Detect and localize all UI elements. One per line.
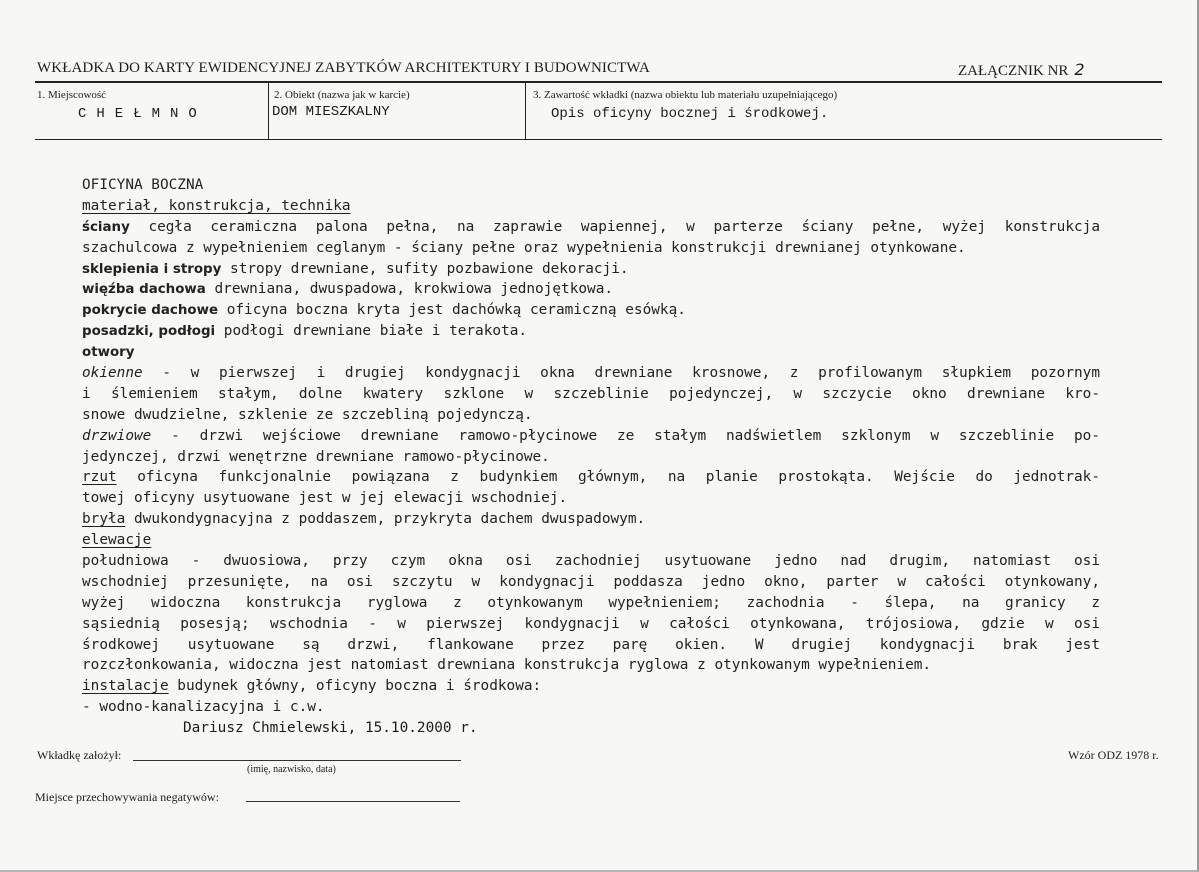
plan-text-1: oficyna funkcjonalnie powiązana z budynkiem głównym, na planie prostokąta. Wejście do jednotrak- [116,469,1100,486]
field-divider-2 [525,83,526,140]
mass-text: dwukondygnacyjna z poddaszem, przykryta dachem dwuspadowym. [125,511,646,528]
openings-label: otwory [82,345,135,361]
field-divider-1 [268,83,269,140]
vaults-text: stropy drewniane, sufity pozbawione dekoracji. [221,260,629,277]
roofing-label: pokrycie dachowe [82,303,219,319]
negatives-location-line [246,801,460,802]
form-template-label: Wzór ODZ 1978 r. [1068,748,1159,762]
elevations-text-2: wschodniej przesunięte, na osi szczytu w kondygnacji poddasza jedno okno, parter w całości otynkowany, [82,573,1100,590]
created-by-line [133,760,461,761]
locality-label: 1. Miejscowość [37,89,107,101]
created-by-label: Wkładkę założył: [37,748,122,762]
floors-text: podłogi drewniane białe i terakota. [215,323,528,340]
truss-label: więźba dachowa [82,282,206,298]
vaults-label: sklepienia i stropy [82,261,222,277]
annex-label: ZAŁĄCZNIK NR [958,63,1069,79]
section-title: OFICYNA BOCZNA [82,177,204,193]
truss-text: drewniana, dwuspadowa, krokwiowa jednojętkowa. [205,281,614,298]
materials-heading: materiał, konstrukcja, technika [82,197,351,214]
elevations-text-3: wyżej widoczna konstrukcja ryglowa z otynkowanym wypełnieniem; zachodnia - ślepa, na granicy z [82,594,1100,611]
content-value: Opis oficyny bocznej i środkowej. [551,106,829,122]
windows-label: okienne [82,365,143,382]
elevations-text-5: środkowej usytuowane są drzwi, flankowane przez parę okien. W drugiej kondygnacji brak jest [82,636,1100,653]
windows-paragraph-line1 [82,363,1100,384]
elevations-text-4: sąsiednią posesją; wschodnia - w pierwszej kondygnacji w całości otynkowana, trójosiowa, gdzie w osi [82,615,1100,632]
form-title: WKŁADKA DO KARTY EWIDENCYJNEJ ZABYTKÓW ARCHITEKTURY I BUDOWNICTWA [37,60,650,76]
mass-label: bryła [82,511,126,528]
annex-handwritten-number: 2 [1074,60,1085,79]
roofing-text: oficyna boczna kryta jest dachówką ceramiczną esówką. [218,302,686,319]
header-rule-top [35,81,1162,83]
walls-text-1: cegła ceramiczna palona pełna, na zaprawie wapiennej, w parterze ściany pełne, wyżej konstrukcja [129,218,1100,235]
plan-paragraph-line1 [82,467,1100,488]
installations-text: budynek główny, oficyny boczna i środkowa: [168,678,542,695]
floors-label: posadzki, podłogi [82,324,216,340]
annex-number [958,60,1085,80]
walls-text-2: szachulcowa z wypełnieniem ceglanym - ściany pełne oraz wypełnienia konstrukcji drewnianej otynkowane. [82,239,966,256]
created-by-caption: (imię, nazwisko, data) [247,764,336,775]
walls-paragraph-line1 [82,217,1100,238]
doors-label: drzwiowe [82,427,152,444]
elevations-heading: elewacje [82,532,152,549]
doors-paragraph-line1 [82,426,1100,447]
doors-text-1: - drzwi wejściowe drewniane ramowo-płycinowe ze stałym nadświetlem szklonym w szczeblinie po- [151,427,1100,444]
windows-text-1: - w pierwszej i drugiej kondygnacji okna drewniane krosnowe, z profilowanym słupkiem pozornym [142,365,1100,382]
object-label: 2. Obiekt (nazwa jak w karcie) [274,89,410,101]
plan-text-2: towej oficyny usytuowane jest w jej elewacji wschodniej. [82,490,568,507]
description-body [82,175,1100,718]
content-label: 3. Zawartość wkładki (nazwa obiektu lub materiału uzupełniającego) [533,89,838,101]
doors-text-2: jedynczej, drzwi wenętrzne drewniane ramowo-płycinowe. [82,448,550,465]
author-signature: Dariusz Chmielewski, 15.10.2000 r. [183,720,478,736]
negatives-location-label: Miejsce przechowywania negatywów: [35,790,219,804]
windows-text-2: i ślemieniem stałym, dolne kwatery szklone w szczeblinie pojedynczej, w szczycie okno drewniane kro- [82,385,1100,402]
windows-text-3: snowe dwudzielne, szklenie ze szczebliną pojedynczą. [82,406,533,423]
elevations-text-6: rozczłonkowania, widoczna jest natomiast drewniana konstrukcja ryglowa z otynkowanym wypełnieniem. [82,657,932,674]
header-rule-bottom [35,139,1162,140]
plan-label: rzut [82,469,117,486]
object-value: DOM MIESZKALNY [272,104,390,120]
walls-label: ściany [82,219,130,235]
installations-text-2: - wodno-kanalizacyjna i c.w. [82,699,325,716]
elevations-text-1: południowa - dwuosiowa, przy czym okna osi zachodniej usytuowane jedno nad drugim, natomiast osi [82,553,1100,570]
locality-value: CHEŁMNO [78,106,207,122]
installations-label: instalacje [82,678,169,695]
